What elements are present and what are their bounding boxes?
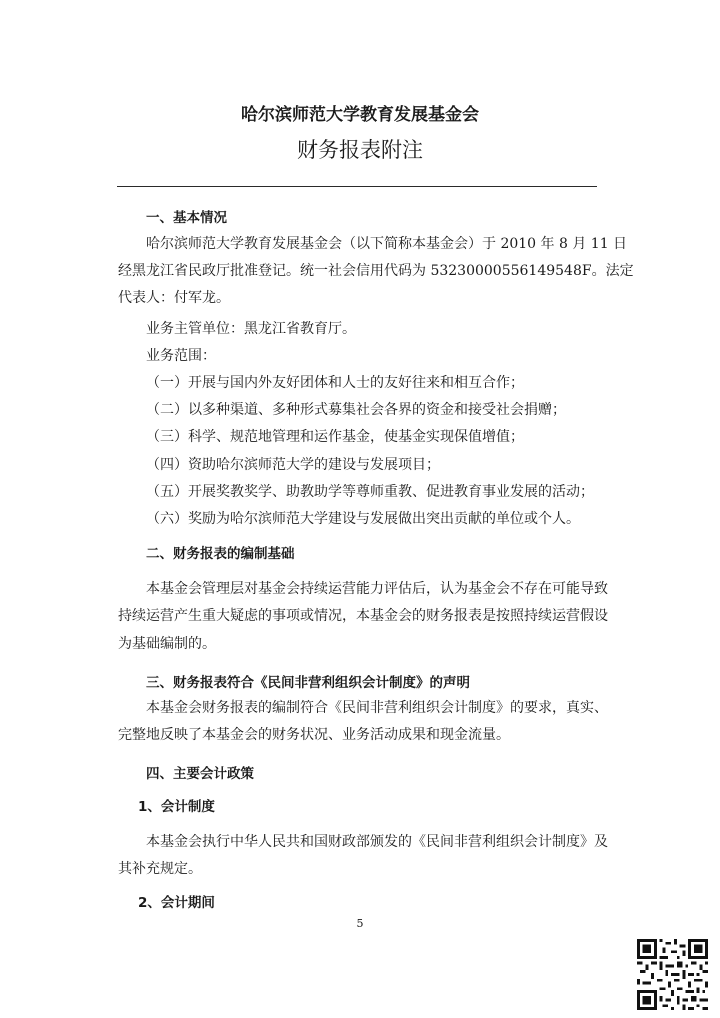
paragraph-line: 业务范围： — [146, 348, 216, 364]
paragraph-line: 为基础编制的。 — [118, 636, 216, 652]
organization-title: 哈尔滨师范大学教育发展基金会 — [241, 105, 479, 125]
subheading-accounting-period: 2、会计期间 — [138, 895, 215, 911]
paragraph-line: 本基金会财务报表的编制符合《民间非营利组织会计制度》的要求，真实、 — [146, 700, 608, 716]
page-number: 5 — [356, 917, 364, 930]
paragraph-line: 本基金会管理层对基金会持续运营能力评估后，认为基金会不存在可能导致 — [146, 581, 608, 597]
section-heading-basis: 二、财务报表的编制基础 — [146, 546, 295, 562]
paragraph-line: 经黑龙江省民政厅批准登记。统一社会信用代码为 53230000556149548F。法定 — [118, 263, 634, 279]
paragraph-line: 哈尔滨师范大学教育发展基金会（以下简称本基金会）于 2010 年 8 月 11 日 — [146, 236, 628, 252]
header-divider — [117, 186, 597, 187]
list-item: （三）科学、规范地管理和运作基金，使基金实现保值增值； — [146, 429, 524, 445]
paragraph-line: 其补充规定。 — [118, 861, 202, 877]
section-heading-policies: 四、主要会计政策 — [146, 766, 254, 782]
list-item: （六）奖励为哈尔滨师范大学建设与发展做出突出贡献的单位或个人。 — [146, 511, 580, 527]
list-item: （五）开展奖教奖学、助教助学等尊师重教、促进教育事业发展的活动； — [146, 484, 594, 500]
subheading-accounting-system: 1、会计制度 — [138, 799, 215, 815]
list-item: （一）开展与国内外友好团体和人士的友好往来和相互合作； — [146, 375, 524, 391]
paragraph-line: 完整地反映了本基金会的财务状况、业务活动成果和现金流量。 — [118, 727, 510, 743]
section-heading-compliance: 三、财务报表符合《民间非营利组织会计制度》的声明 — [146, 675, 470, 691]
paragraph-line: 代表人：付军龙。 — [118, 290, 230, 306]
paragraph-line: 持续运营产生重大疑虑的事项或情况，本基金会的财务报表是按照持续运营假设 — [118, 608, 608, 624]
paragraph-line: 本基金会执行中华人民共和国财政部颁发的《民间非营利组织会计制度》及 — [146, 834, 608, 850]
document-title: 财务报表附注 — [297, 138, 423, 162]
list-item: （四）资助哈尔滨师范大学的建设与发展项目； — [146, 457, 440, 473]
paragraph-line: 业务主管单位：黑龙江省教育厅。 — [146, 321, 356, 337]
qr-code-icon — [637, 939, 708, 1010]
section-heading-basic-info: 一、基本情况 — [146, 210, 227, 226]
list-item: （二）以多种渠道、多种形式募集社会各界的资金和接受社会捐赠； — [146, 402, 566, 418]
